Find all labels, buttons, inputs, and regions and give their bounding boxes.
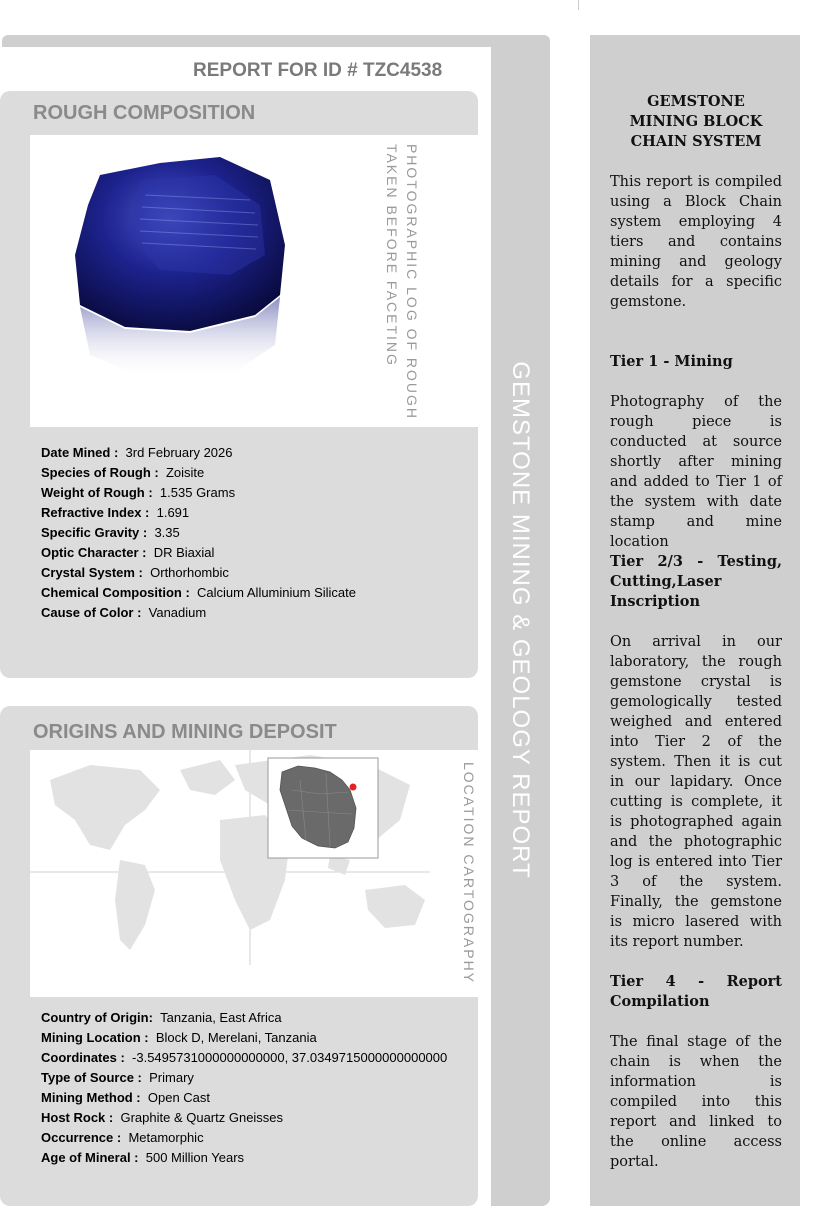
location-map <box>30 750 478 997</box>
rough-caption-line2: TAKEN BEFORE FACETING <box>384 143 400 367</box>
origin-field-row: Country of Origin: Tanzania, East Africa <box>41 1010 282 1025</box>
sidebar-intro: This report is compiled using a Block Chain system employing 4 tiers and contains mining and geology details for a specific gemstone. <box>610 174 782 310</box>
origin-field-row: Age of Mineral : 500 Million Years <box>41 1150 245 1165</box>
origin-field-row: Mining Method : Open Cast <box>41 1090 211 1105</box>
tier1-title: Tier 1 - Mining <box>610 353 733 370</box>
rough-caption-line1: PHOTOGRAPHIC LOG OF ROUGH <box>404 143 420 421</box>
rough-photo <box>30 135 320 427</box>
report-id: REPORT FOR ID # TZC4538 <box>193 60 443 81</box>
tier4-text: The final stage of the chain is when the information is compiled into this report and linked to the online access portal. <box>610 1034 782 1170</box>
rough-field-row: Species of Rough : Zoisite <box>41 465 205 480</box>
rough-field-row: Crystal System : Orthorhombic <box>41 565 229 580</box>
origin-field-row: Host Rock : Graphite & Quartz Gneisses <box>41 1110 284 1125</box>
top-divider <box>578 0 579 10</box>
rough-field-row: Date Mined : 3rd February 2026 <box>41 445 233 460</box>
map-icon <box>30 750 478 997</box>
origin-field-row: Occurrence : Metamorphic <box>41 1130 204 1145</box>
origins-details <box>41 1008 447 1168</box>
tier23-title: Tier 2/3 - Testing, Cutting,Laser Inscription <box>610 553 782 610</box>
rough-details <box>41 443 356 623</box>
origin-field-row: Coordinates : -3.5495731000000000000, 37.0349715000000000000 <box>41 1050 448 1065</box>
rough-field-row: Refractive Index : 1.691 <box>41 505 190 520</box>
blockchain-sidebar <box>590 35 800 1206</box>
location-caption: LOCATION CARTOGRAPHY <box>461 761 477 985</box>
top-bar <box>2 35 550 47</box>
tier1-text: Photography of the rough piece is conducted at source shortly after mining and added to Tier 1 of the system with date stamp and mine location <box>610 394 782 550</box>
vertical-report-title: GEMSTONE MINING & GEOLOGY REPORT <box>507 361 534 879</box>
rough-photo-caption <box>382 144 422 420</box>
gem-icon <box>30 135 320 427</box>
rough-field-row: Cause of Color : Vanadium <box>41 605 207 620</box>
rough-field-row: Optic Character : DR Biaxial <box>41 545 215 560</box>
rough-field-row: Weight of Rough : 1.535 Grams <box>41 485 236 500</box>
origin-field-row: Mining Location : Block D, Merelani, Tanzania <box>41 1030 317 1045</box>
rough-field-row: Specific Gravity : 3.35 <box>41 525 180 540</box>
sidebar-heading: GEMSTONE MINING BLOCK CHAIN SYSTEM <box>629 93 763 150</box>
tier4-title: Tier 4 - Report Compilation <box>610 973 782 1010</box>
tier23-text: On arrival in our laboratory, the rough gemstone crystal is gemologically tested weighed and entered into Tier 2 of the system. Then it is cut in our lapidary. Once cutting is complete, it is photographed again and the photographic log is entered into Tier 3 of the system. Finally, the gemstone is micro lasered with its report number. <box>610 634 782 950</box>
origin-field-row: Type of Source : Primary <box>41 1070 194 1085</box>
rough-field-row: Chemical Composition : Calcium Alluminium Silicate <box>41 585 356 600</box>
rough-composition-title: ROUGH COMPOSITION <box>33 102 256 124</box>
origins-title: ORIGINS AND MINING DEPOSIT <box>33 721 337 743</box>
